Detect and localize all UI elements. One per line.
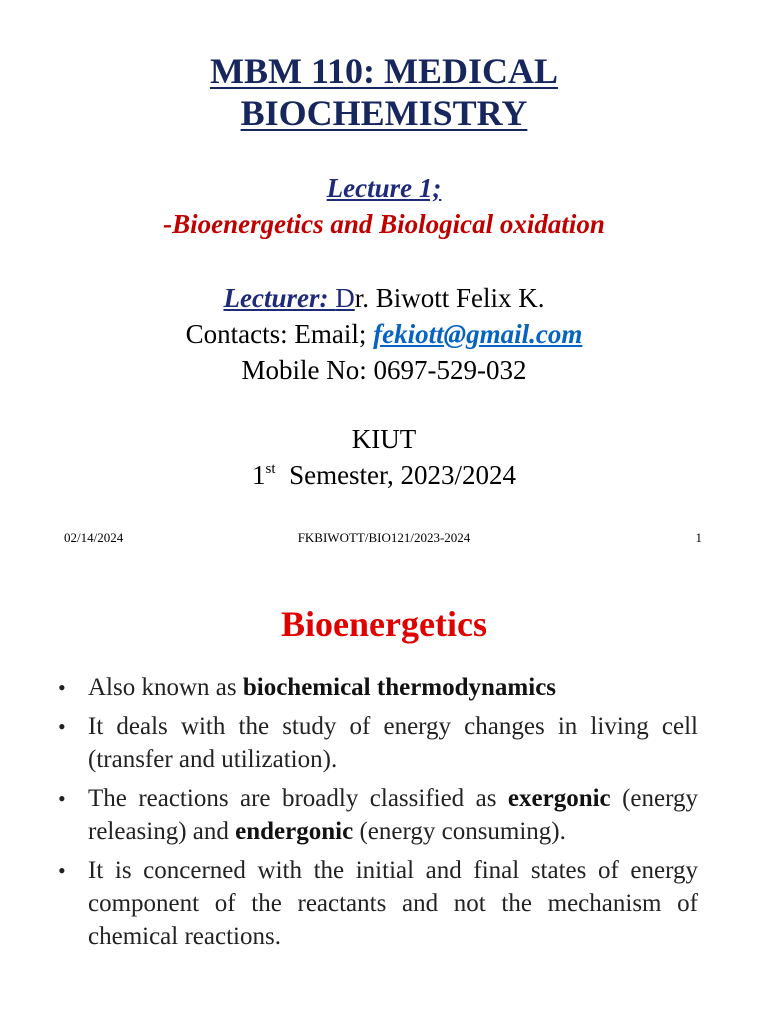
- lecture-heading: [0, 170, 768, 242]
- bullet-list: [58, 671, 698, 959]
- slide-2: [0, 576, 768, 1024]
- semester-number: 1: [252, 460, 266, 490]
- bullet-icon: •: [58, 714, 66, 739]
- bullet-bold-endergonic: endergonic: [235, 818, 354, 845]
- institution-info: [0, 421, 768, 493]
- bullet-text: (energy releasing) and: [88, 785, 698, 845]
- bullet-bold: biochemical thermodynamics: [242, 674, 557, 701]
- course-title-line-1: MBM 110: MEDICAL: [210, 51, 558, 91]
- footer-code: FKBIWOTT/BIO121/2023-2024: [297, 530, 471, 545]
- lecturer-initial: D: [335, 283, 355, 313]
- contacts-line: [0, 316, 768, 352]
- list-item: [58, 854, 698, 953]
- list-item: [58, 710, 698, 776]
- bullet-bold-exergonic: exergonic: [507, 785, 611, 812]
- semester-superscript: st: [265, 461, 276, 477]
- bullet-icon: •: [58, 786, 66, 811]
- bullet-icon: •: [58, 858, 66, 883]
- lecturer-label: Lecturer:: [223, 283, 336, 313]
- bullet-text: (energy consuming).: [353, 818, 566, 845]
- mobile-line: Mobile No: 0697-529-032: [241, 355, 527, 385]
- slide-title: Bioenergetics: [281, 604, 487, 644]
- list-item: [58, 782, 698, 848]
- lecturer-line: [0, 280, 768, 316]
- email-link[interactable]: fekiott@gmail.com: [373, 319, 583, 349]
- footer-date: 02/14/2024: [64, 530, 124, 545]
- lecturer-info: [0, 280, 768, 388]
- course-title-line-2: BIOCHEMISTRY: [240, 93, 528, 133]
- bullet-text: It is concerned with the initial and final states of energy component of the reactants and not the mechanism of chemical reactions.: [88, 857, 698, 950]
- semester-line: [0, 457, 768, 493]
- bullet-text: The reactions are broadly classified as: [88, 785, 508, 812]
- bullet-icon: •: [58, 675, 66, 700]
- institution-name: KIUT: [351, 424, 417, 454]
- list-item: [58, 671, 698, 704]
- footer-page-number: 1: [695, 530, 702, 545]
- course-title: [0, 50, 768, 134]
- lecturer-name: r. Biwott Felix K.: [354, 283, 545, 313]
- contacts-prefix: Contacts: Email;: [185, 319, 374, 349]
- semester-text: Semester, 2023/2024: [275, 460, 516, 490]
- bullet-text: Also known as: [88, 674, 243, 701]
- bullet-text: It deals with the study of energy changes in living cell (transfer and utilization).: [88, 713, 698, 773]
- lecture-number: Lecture 1;: [326, 173, 442, 203]
- lecture-topic: -Bioenergetics and Biological oxidation: [163, 209, 605, 239]
